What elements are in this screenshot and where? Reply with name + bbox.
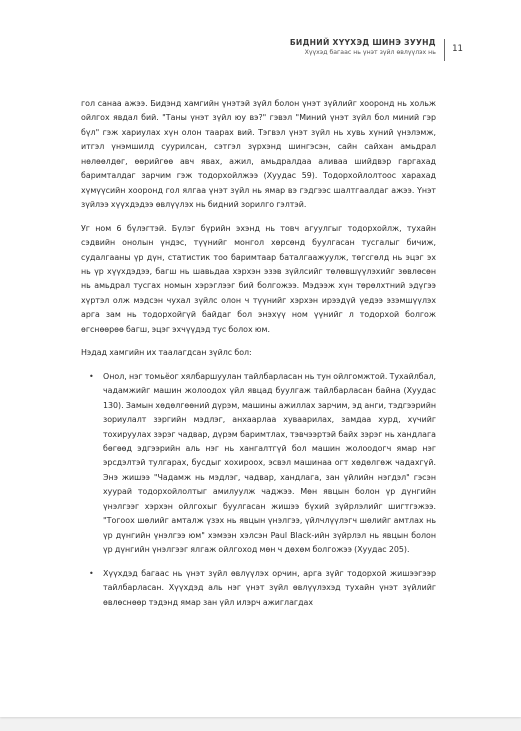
header-divider: [444, 39, 445, 61]
header-text-block: [290, 38, 436, 57]
list-item: [81, 567, 436, 610]
paragraph: Нэдад хамгийн их таалагдсан зүйлс бол:: [81, 348, 252, 358]
book-subtitle: Хүүхэд багаас нь үнэт зүйл өвлүүлэх нь: [304, 49, 436, 56]
bullet-icon: •: [89, 568, 94, 578]
bullet-icon: •: [89, 371, 94, 381]
book-title: БИДНИЙ ХҮҮХЭД ШИНЭ ЗУУНД: [289, 38, 436, 47]
list-item-text: Хүүхдэд багаас нь үнэт зүйл өвлүүлэх орчин, арга зүйг тодорхой жишээгээр тайлбарласан. Хүүхдэд аль нэг үнэт зүйл өвлүүлэхэд тухайн үнэт зүйлийг өвлөснөөр тэдэнд ямар зан үйл илэрч ажиглагдах: [103, 568, 436, 607]
list-item-text: Онол, нэг томьёог хялбаршуулан тайлбарласан нь тун ойлгомжтой. Тухайлбал, чадамжийг машин жолоодох үйл явцад буулгаж тайлбарласан байна (Хуудас 130). Замын хөдөлгөөний дүрэм, машины ажиллах зарчим, эд анги, тэдгээрийн зориулалт зэргийн мэдлэг, анхаарлаа хуваарилах, замдаа хурд, хүчийг тохируулах зэрэг чадвар, дүрэм баримтлах, тэвчээртэй байх зэрэг нь хандлага бөгөөд эдгээрийн аль нэг нь хангалтгүй бол машин жолоодогч ямар нэг эрсдэлтэй тулгарах, бусдыг хохироох, эсвэл машинаа огт хөдөлгөж чадахгүй. Энэ жишээ "Чадамж нь мэдлэг, чадвар, хандлага, зан үйлийн нэгдэл" гэсэн хуурай тодорхойлолтыг амилуулж чаджээ. Мөн явцын болон үр дүнгийн үнэлгээг хэрхэн ойлгохыг буулгасан жишээ бүхий зүйрлэлийг шигтгэжээ. "Тогоох шөлийг амталж үзэх нь явцын үнэлгээ, үйлчлүүлэгч шөлийг амтлах нь үр дүнгийн үнэлгээ юм" хэмээн хэлсэн Paul Black-ийн зүйрлэл нь явцын болон үр дүнгийн үнэлгээг ялгаж ойлгоход мөн ч дөхөм болгожээ (Хуудас 205).: [103, 371, 436, 555]
paragraph: Уг ном 6 бүлэгтэй. Бүлэг бүрийн эхэнд нь товч агуулгыг тодорхойлж, тухайн сэдвийн онолын үндэс, түүнийг монгол хөрсөнд буулгасан тусгалыг бичиж, судалгааны үр дүн, статистик тоо баримтаар баталгаажуулж, төгсгөлд нь эцэг эх нь үр хүүхдэдээ, багш нь шавьдаа хэрхэн эзэв зүйлсийг төлөвшүүлэхийг зөвлөсөн нь амьдрал тусгах номын хэрэглээг бий болгожээ. Мэдээж хүн төрөлхтний эдүгээ хүртэл олж мэдсэн чухал зүйлс олон ч түүнийг хэрхэн ирээдүй үедээ эзэмшүүлэх арга зам нь тодорхойгүй байдаг бол энэхүү ном үүнийг л тодорхой болгож өгснөөрөө багш, эцэг эхчүүдэд тус болох юм.: [81, 223, 436, 334]
bullet-list: [81, 370, 436, 610]
body-text: [81, 97, 436, 619]
page-number: 11: [452, 44, 463, 54]
list-item: [81, 370, 436, 558]
paragraph: гол санаа ажээ. Бидэнд хамгийн үнэтэй зүйл болон үнэт зүйлийг хооронд нь хольж ойлгох явдал бий. "Таны үнэт зүйл юу вэ?" гэвэл "Миний үнэт зүйл бол миний гэр бүл" гэж хариулах хүн олон таарах вий. Тэгвэл үнэт зүйл нь хувь хүний үнэлэмж, итгэл үнэмшилд суурилсан, сэтгэл зүрхэнд шингэсэн, сайн сайхан амьдрал нөлөөлдөг, өөрийгөө авч явах, ажил, амьдралдаа аливаа шийдвэр гаргахад баримталдаг зарчим гэж тодорхойлжээ (Хуудас 59). Тодорхойлолтоос харахад хүмүүсийн хооронд гол ялгаа үнэт зүйл нь ямар вэ гэдгээс шалтгаалдаг ажээ. Үнэт зүйлээ хүүхдэдээ өвлүүлэх нь бидний зорилго гэлтэй.: [81, 99, 436, 210]
running-header: [290, 38, 463, 61]
